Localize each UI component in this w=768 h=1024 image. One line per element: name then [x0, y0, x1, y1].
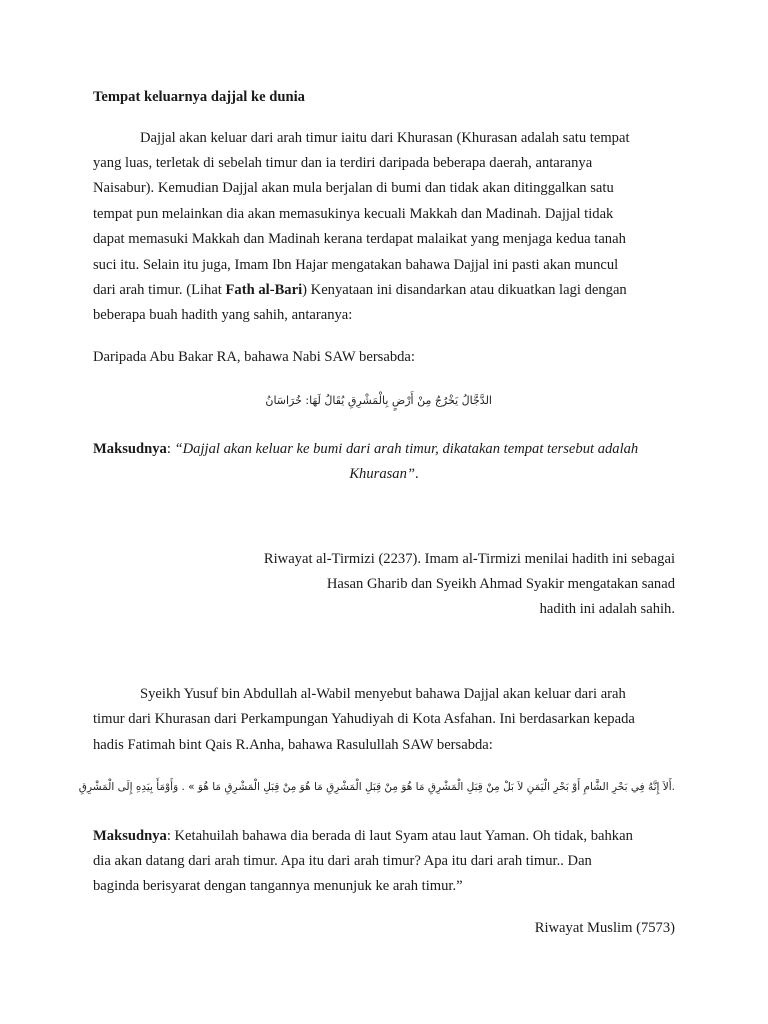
paragraph-line: Naisabur). Kemudian Dajjal akan mula berjalan di bumi dan tidak akan ditinggalkan satu [93, 180, 614, 196]
hadith-intro: Daripada Abu Bakar RA, bahawa Nabi SAW bersabda: [93, 349, 415, 365]
paragraph-line: tempat pun melainkan dia akan memasukinya kecuali Makkah dan Madinah. Dajjal tidak [93, 206, 614, 222]
text-span: : [166, 441, 175, 457]
translation-line [93, 440, 638, 458]
paragraph-line: Dajjal akan keluar dari arah timur iaitu dari Khurasan (Khurasan adalah satu tempat [140, 130, 630, 146]
paragraph-line: beberapa buah hadith yang sahih, antaranya: [93, 307, 353, 323]
text-span: ) Kenyataan ini disandarkan atau dikuatkan lagi dengan [302, 282, 627, 298]
translation-text: Khurasan” [349, 466, 416, 482]
translation-line: dia akan datang dari arah timur. Apa itu dari arah timur? Apa itu dari arah timur.. Dan [93, 853, 592, 869]
translation-line: baginda berisyarat dengan tangannya menunjuk ke arah timur.” [93, 878, 463, 894]
narration-reference: hadith ini adalah sahih. [539, 601, 675, 617]
paragraph-line: Syeikh Yusuf bin Abdullah al-Wabil menyebut bahawa Dajjal akan keluar dari arah [140, 686, 626, 702]
text-span: dari arah timur. (Lihat [93, 282, 226, 298]
paragraph-line: dapat memasuki Makkah dan Madinah kerana terdapat malaikat yang menjaga kedua tanah [93, 231, 626, 247]
document-title: Tempat keluarnya dajjal ke dunia [93, 89, 305, 105]
narration-reference: Hasan Gharib dan Syeikh Ahmad Syakir mengatakan sanad [326, 576, 675, 592]
paragraph-line: suci itu. Selain itu juga, Imam Ibn Hajar mengatakan bahawa Dajjal ini pasti akan muncul [93, 257, 619, 273]
translation-label: Maksudnya [93, 441, 167, 457]
translation-text: “Dajjal akan keluar ke bumi dari arah timur, dikatakan tempat tersebut adalah [174, 441, 639, 457]
paragraph-line: timur dari Khurasan dari Perkampungan Yahudiyah di Kota Asfahan. Ini berdasarkan kepada [93, 711, 635, 727]
translation-line [93, 827, 633, 845]
book-reference: Fath al-Bari [225, 282, 303, 298]
narration-reference: Riwayat al-Tirmizi (2237). Imam al-Tirmizi menilai hadith ini sebagai [263, 551, 675, 567]
translation-label: Maksudnya [93, 828, 167, 844]
paragraph-line: hadis Fatimah bint Qais R.Anha, bahawa Rasulullah SAW bersabda: [93, 737, 493, 753]
translation-text: : Ketahuilah bahawa dia berada di laut Syam atau laut Yaman. Oh tidak, bahkan [166, 828, 633, 844]
arabic-hadith-text: الدَّجَّالُ يَخْرُجُ مِنْ أَرْضٍ بِالْمَشْرِقِ يُقَالُ لَهَا: خُرَاسَانُ [265, 394, 492, 407]
translation-line [0, 465, 768, 483]
text-span: . [415, 466, 419, 482]
arabic-hadith-text: .أَلاَ إِنَّهُ فِي بَحْرِ الشَّامِ أَوْ بَحْرِ الْيَمَنِ لاَ بَلْ مِنْ قِبَلِ الْمَشْرِقِ مَا هُوَ مِنْ قِبَلِ الْمَشْرِقِ مَا هُوَ مِنْ قِبَلِ الْمَشْرِقِ مَا هُوَ » . وَأَوْمَأَ بِيَدِهِ إِلَى الْمَشْرِقِ [78, 781, 675, 793]
paragraph-line [93, 281, 627, 299]
narration-reference: Riwayat Muslim (7573) [534, 920, 675, 936]
paragraph-line: yang luas, terletak di sebelah timur dan ia terdiri daripada beberapa daerah, antaranya [93, 155, 593, 171]
